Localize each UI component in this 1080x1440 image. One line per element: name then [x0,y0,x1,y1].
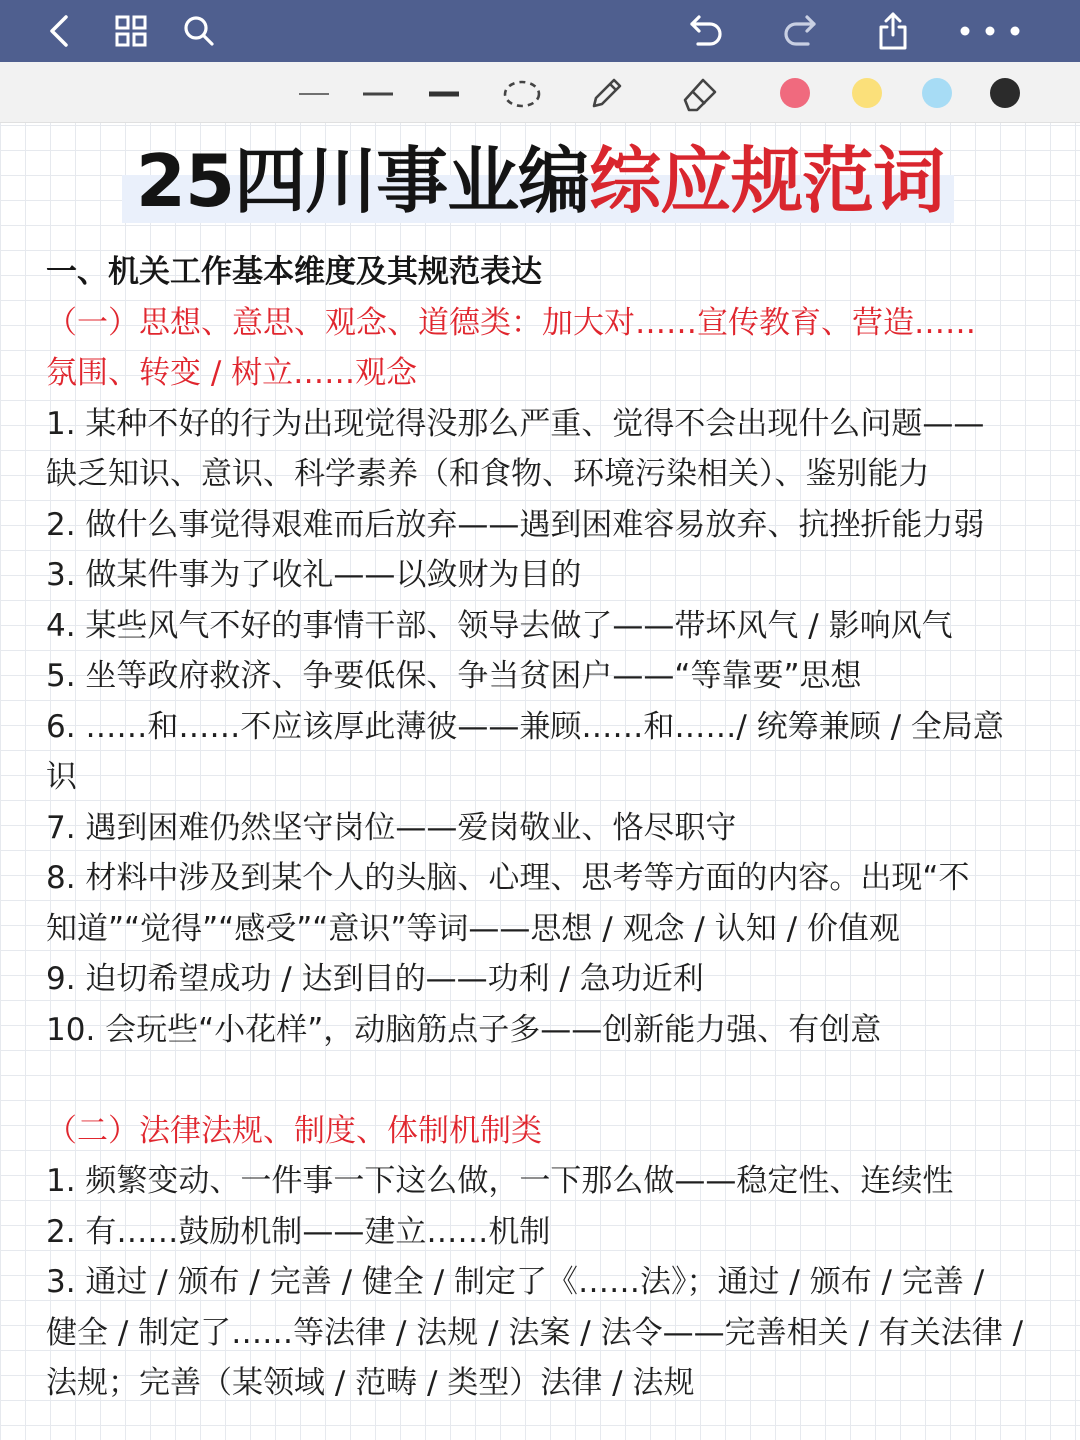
list-item: 8. 材料中涉及到某个人的头脑、心理、思考等方面的内容。出现“不 [46,860,970,896]
grid-icon[interactable] [108,8,154,54]
eraser-icon[interactable] [678,72,722,116]
drawing-toolbar [0,62,1080,123]
color-swatch-pink[interactable] [780,78,810,108]
note-content [46,247,1040,1409]
list-item: 识 [46,759,77,795]
list-item: 7. 遇到困难仍然坚守岗位——爱岗敬业、恪尽职守 [46,809,737,846]
section-heading: 一、机关工作基本维度及其规范表达 [46,254,542,290]
title-part-black: 25四川事业编 [135,139,590,223]
redo-icon[interactable] [776,8,822,54]
list-item: 知道”“觉得”“感受”“意识”等词——思想 / 观念 / 认知 / 价值观 [46,910,900,947]
color-swatch-yellow[interactable] [852,78,882,108]
pen-icon[interactable] [584,72,628,116]
list-item: 6. ……和……不应该厚此薄彼——兼顾……和……/ 统筹兼顾 / 全局意 [46,708,1004,745]
search-icon[interactable] [176,8,222,54]
undo-icon[interactable] [684,8,730,54]
color-swatch-blue[interactable] [922,78,952,108]
list-item: 1. 某种不好的行为出现觉得没那么严重、觉得不会出现什么问题—— [46,405,985,442]
share-icon[interactable] [870,8,916,54]
list-item: 2. 做什么事觉得艰难而后放弃——遇到困难容易放弃、抗挫折能力弱 [46,506,985,543]
list-item: 10. 会玩些“小花样”，动脑筋点子多——创新能力强、有创意 [46,1011,882,1048]
list-item: 缺乏知识、意识、科学素养（和食物、环境污染相关）、鉴别能力 [46,456,930,492]
pen-size-thick-button[interactable] [422,72,466,116]
more-icon[interactable] [950,8,1030,54]
subsection-heading: （二）法律法规、制度、体制机制类 [46,1112,542,1149]
subsection-heading: （一）思想、意思、观念、道德类：加大对……宣传教育、营造…… [46,304,976,341]
list-item: 4. 某些风气不好的事情干部、领导去做了——带坏风气 / 影响风气 [46,607,953,644]
pen-size-thin-button[interactable] [292,72,336,116]
list-item: 3. 通过 / 颁布 / 完善 / 健全 / 制定了《……法》；通过 / 颁布 / 完善 / [46,1264,985,1300]
list-item: 9. 迫切希望成功 / 达到目的——功利 / 急功近利 [46,961,704,997]
title-part-red: 综应规范词 [589,139,945,223]
color-swatch-black[interactable] [990,78,1020,108]
blank-line [46,1055,1040,1106]
subsection-heading-cont: 氛围、转变 / 树立……观念 [46,355,418,391]
list-item: 法规；完善（某领域 / 范畴 / 类型）法律 / 法规 [46,1365,695,1401]
list-item: 1. 频繁变动、一件事一下这么做，一下那么做——稳定性、连续性 [46,1163,954,1199]
list-item: 2. 有……鼓励机制——建立……机制 [46,1213,551,1250]
top-nav-bar [0,0,1080,62]
list-item: 3. 做某件事为了收礼——以敛财为目的 [46,557,582,593]
list-item: 健全 / 制定了……等法律 / 法规 / 法案 / 法令——完善相关 / 有关法律 / [46,1314,1024,1351]
back-icon[interactable] [36,8,82,54]
pen-size-medium-button[interactable] [356,72,400,116]
lasso-icon[interactable] [500,72,544,116]
list-item: 5. 坐等政府救济、争要低保、争当贫困户——“等靠要”思想 [46,658,862,694]
page-title [0,138,1080,224]
